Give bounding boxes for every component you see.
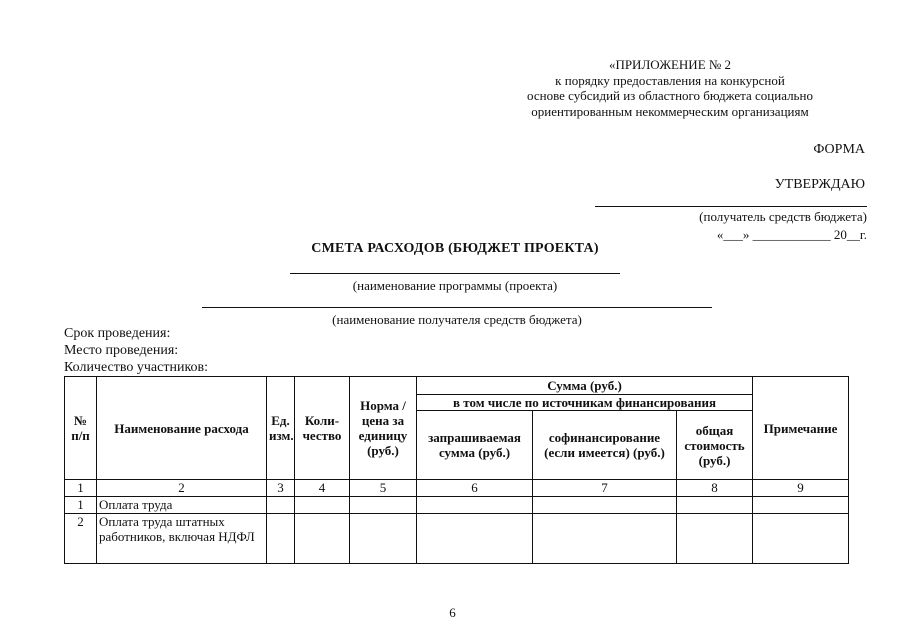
cell (295, 514, 350, 564)
table-row (65, 514, 849, 564)
row-num: 1 (65, 497, 97, 514)
column-number: 9 (753, 480, 849, 497)
cell (677, 514, 753, 564)
cell (533, 497, 677, 514)
appendix-header (470, 57, 870, 119)
header-sum-group: Сумма (руб.) (417, 377, 753, 395)
signature-line (595, 206, 867, 207)
cell (533, 514, 677, 564)
recipient-name-caption: (наименование получателя средств бюджета) (332, 312, 582, 327)
column-number: 6 (417, 480, 533, 497)
row-name: Оплата труда (97, 497, 267, 514)
column-number: 5 (350, 480, 417, 497)
cell (753, 497, 849, 514)
period-label: Срок проведения: (64, 326, 171, 341)
program-name-line (290, 273, 620, 274)
recipient-caption: (получатель средств бюджета) (699, 209, 867, 224)
column-number: 4 (295, 480, 350, 497)
appendix-line: «ПРИЛОЖЕНИЕ № 2 (608, 57, 732, 72)
header-cofinancing: софинансирование (если имеется) (руб.) (533, 411, 677, 480)
cell (267, 514, 295, 564)
column-number: 8 (677, 480, 753, 497)
column-number: 7 (533, 480, 677, 497)
column-number-row (65, 480, 849, 497)
budget-table (64, 376, 849, 564)
appendix-line: ориентированным некоммерческим организациям (531, 103, 809, 119)
cell (350, 497, 417, 514)
cell (267, 497, 295, 514)
cell (753, 514, 849, 564)
cell (677, 497, 753, 514)
header-qty: Коли- чество (295, 377, 350, 480)
column-number: 1 (65, 480, 97, 497)
row-num: 2 (65, 514, 97, 564)
header-unit: Ед. изм. (267, 377, 295, 480)
column-number: 2 (97, 480, 267, 497)
header-requested: запрашиваемая сумма (руб.) (417, 411, 533, 480)
table-row (65, 497, 849, 514)
approve-label: УТВЕРЖДАЮ (774, 177, 865, 192)
row-name: Оплата труда штатных работников, включая НДФЛ (97, 514, 267, 564)
cell (417, 497, 533, 514)
cell (295, 497, 350, 514)
form-label: ФОРМА (813, 142, 865, 157)
appendix-line: основе субсидий из областного бюджета социально (527, 88, 813, 103)
header-norm: Норма / цена за единицу (руб.) (350, 377, 417, 480)
cell (417, 514, 533, 564)
participants-label: Количество участников: (64, 360, 209, 375)
program-caption: (наименование программы (проекта) (352, 278, 558, 293)
header-num: № п/п (65, 377, 97, 480)
column-number: 3 (267, 480, 295, 497)
appendix-line: к порядку предоставления на конкурсной (555, 72, 785, 88)
header-note: Примечание (753, 377, 849, 480)
place-label: Место проведения: (64, 343, 179, 358)
cell (350, 514, 417, 564)
recipient-name-line (202, 307, 712, 308)
date-line: «___» ____________ 20__г. (716, 227, 867, 242)
page-number: 6 (449, 605, 456, 620)
header-total: общая стоимость (руб.) (677, 411, 753, 480)
header-name: Наименование расхода (97, 377, 267, 480)
document-title: СМЕТА РАСХОДОВ (БЮДЖЕТ ПРОЕКТА) (311, 241, 599, 256)
header-sources-group: в том числе по источникам финансирования (417, 395, 753, 411)
